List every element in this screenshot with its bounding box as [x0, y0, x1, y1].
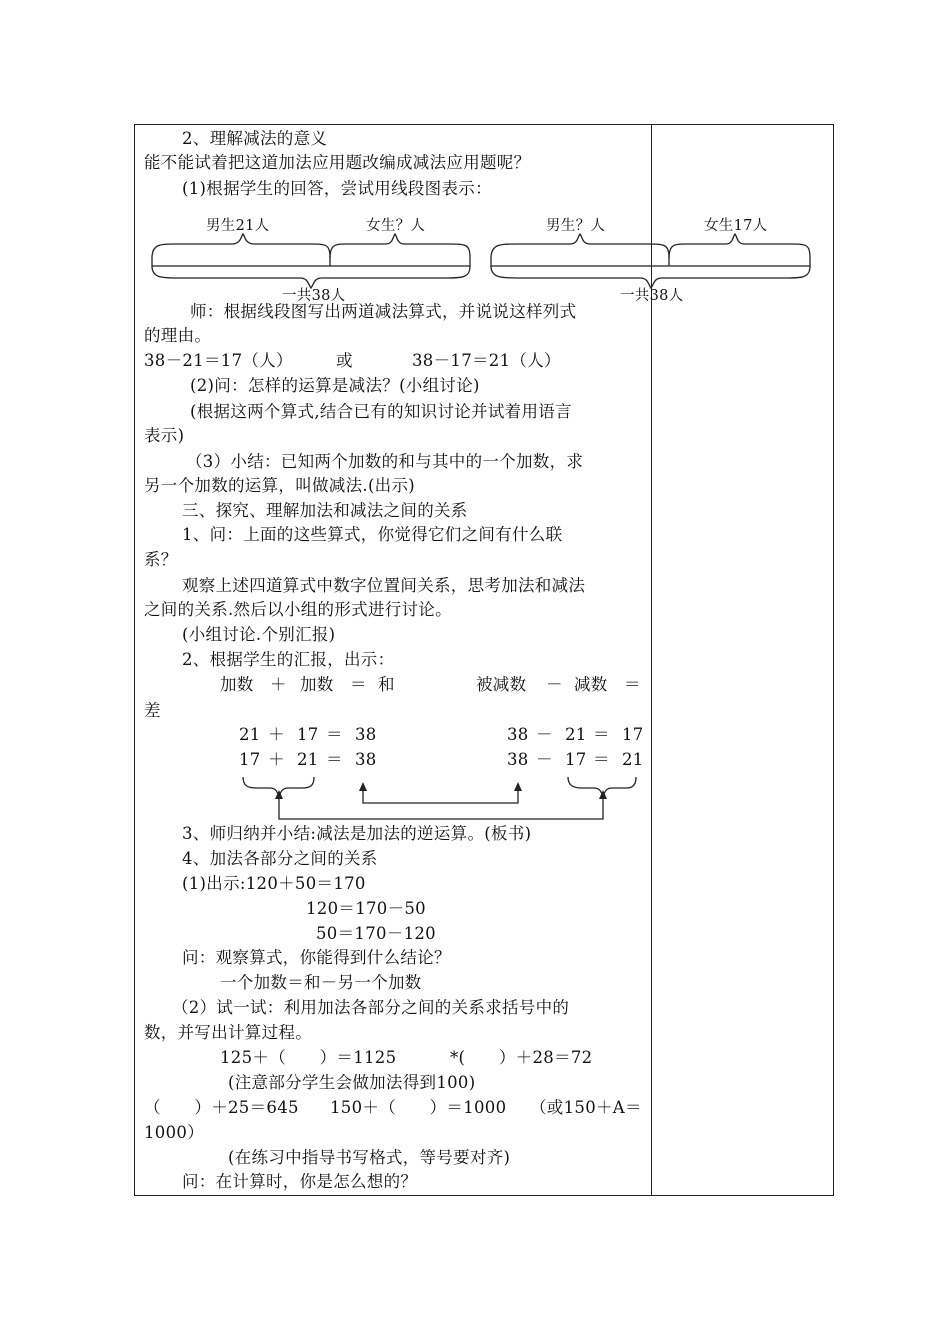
section2-question: 能不能试着把这道加法应用题改编成减法应用题呢？ [144, 153, 531, 172]
step2-note2: 表示) [144, 426, 185, 445]
try-ex3: （ ）＋25＝645 [144, 1098, 299, 1117]
section2-step1: (1)根据学生的回答，尝试用线段图表示： [182, 179, 492, 198]
teacher-line1: 师：根据线段图写出两道减法算式，并说说这样列式 [190, 302, 577, 321]
left-label-girls: 女生？人 [366, 218, 426, 234]
left-bar [152, 258, 470, 266]
try-ex4: 150＋（ ）＝1000 [330, 1098, 507, 1117]
summary-show1: (1)出示:120＋50＝170 [182, 874, 366, 893]
arrow-head [359, 782, 367, 791]
word-difference: 差 [144, 701, 161, 720]
word-addend-2: 加数 [300, 675, 334, 694]
try-ex4-alt: （或150＋A＝ [530, 1098, 642, 1117]
section3-show: 2、根据学生的汇报，出示： [182, 650, 395, 669]
section3-heading: 三、探究、理解加法和减法之间的关系 [182, 501, 468, 520]
right-bar [491, 258, 810, 266]
word-addend-1: 加数 [220, 675, 254, 694]
word-sum: 和 [378, 675, 395, 694]
section3-obs1: 观察上述四道算式中数字位置间关系，思考加法和减法 [182, 576, 586, 595]
step3-line1: （3）小结：已知两个加数的和与其中的一个加数，求 [186, 452, 584, 471]
word-minuend: 被减数 [476, 675, 527, 694]
try-note: (注意部分学生会做加法得到100) [228, 1073, 476, 1092]
sub-row2-a: 38 [507, 750, 529, 769]
section3-q1a: 1、问：上面的这些算式，你觉得它们之间有什么联 [182, 525, 563, 544]
add-row1-eq: ＝ [326, 725, 343, 744]
summary-show3: 50＝170－120 [316, 924, 436, 943]
arrow-head [514, 782, 522, 791]
sub-row1-c: 17 [622, 725, 644, 744]
equation-2: 38－17＝21（人） [412, 351, 561, 370]
word-equals-2: ＝ [624, 675, 641, 694]
try-ex2: *( ）＋28＝72 [450, 1048, 593, 1067]
add-row2-b: 21 [297, 750, 319, 769]
add-row1-c: 38 [355, 725, 377, 744]
word-plus: ＋ [270, 675, 287, 694]
sub-row2-b: 17 [565, 750, 587, 769]
sub-row2-c: 21 [622, 750, 644, 769]
add-row2-eq: ＝ [326, 750, 343, 769]
try-ex1: 125＋（ ）＝1125 [220, 1048, 397, 1067]
add-row1-a: 21 [239, 725, 261, 744]
try-ask: 问：在计算时，你是怎么想的？ [182, 1172, 418, 1191]
section3-group: (小组讨论.个别汇报) [182, 625, 336, 644]
add-row2-op: ＋ [268, 750, 285, 769]
section2-heading: 2、理解减法的意义 [182, 129, 328, 148]
section3-q1b: 系？ [144, 550, 178, 569]
step2-note1: (根据这两个算式,结合已有的知识讨论并试着用语言 [190, 402, 572, 421]
add-row2-c: 38 [355, 750, 377, 769]
try-ex4-alt2: 1000） [144, 1123, 204, 1142]
left-label-total: 一共38人 [282, 288, 346, 304]
word-equals: ＝ [350, 675, 367, 694]
summary-s3: 3、师归纳并小结:减法是加法的逆运算。(板书) [182, 824, 532, 843]
sub-row1-a: 38 [507, 725, 529, 744]
summary-conclusion: 一个加数＝和－另一个加数 [220, 973, 422, 992]
right-label-girls: 女生17人 [704, 218, 768, 234]
summary-ask: 问：观察算式，你能得到什么结论？ [182, 948, 451, 967]
teacher-line2: 的理由。 [144, 326, 212, 345]
add-row1-b: 17 [297, 725, 319, 744]
sub-row2-eq: ＝ [593, 750, 610, 769]
sub-row1-op: － [536, 725, 553, 744]
step2-question: (2)问：怎样的运算是减法？(小组讨论) [190, 376, 480, 395]
or-text: 或 [336, 351, 353, 370]
left-label-boys: 男生21人 [206, 218, 270, 234]
try-note2: (在练习中指导书写格式，等号要对齐) [228, 1148, 511, 1167]
try-line2: 数，并写出计算过程。 [144, 1023, 312, 1042]
add-row1-op: ＋ [268, 725, 285, 744]
section3-obs2: 之间的关系.然后以小组的形式进行讨论。 [144, 600, 452, 619]
summary-show2: 120＝170－50 [306, 899, 426, 918]
word-minus: － [546, 675, 563, 694]
try-line1: （2）试一试：利用加法各部分之间的关系求括号中的 [172, 998, 570, 1017]
sub-row1-eq: ＝ [593, 725, 610, 744]
equation-1: 38－21＝17（人） [144, 351, 293, 370]
add-row2-a: 17 [239, 750, 261, 769]
connector-outer [279, 798, 603, 819]
sub-row1-b: 21 [565, 725, 587, 744]
connector-inner [363, 790, 518, 803]
summary-s4: 4、加法各部分之间的关系 [182, 849, 378, 868]
right-label-boys: 男生？人 [546, 218, 606, 234]
right-label-total: 一共38人 [620, 288, 684, 304]
sub-row2-op: － [536, 750, 553, 769]
step3-line2: 另一个加数的运算，叫做减法.(出示) [144, 476, 416, 495]
word-subtrahend: 减数 [574, 675, 608, 694]
